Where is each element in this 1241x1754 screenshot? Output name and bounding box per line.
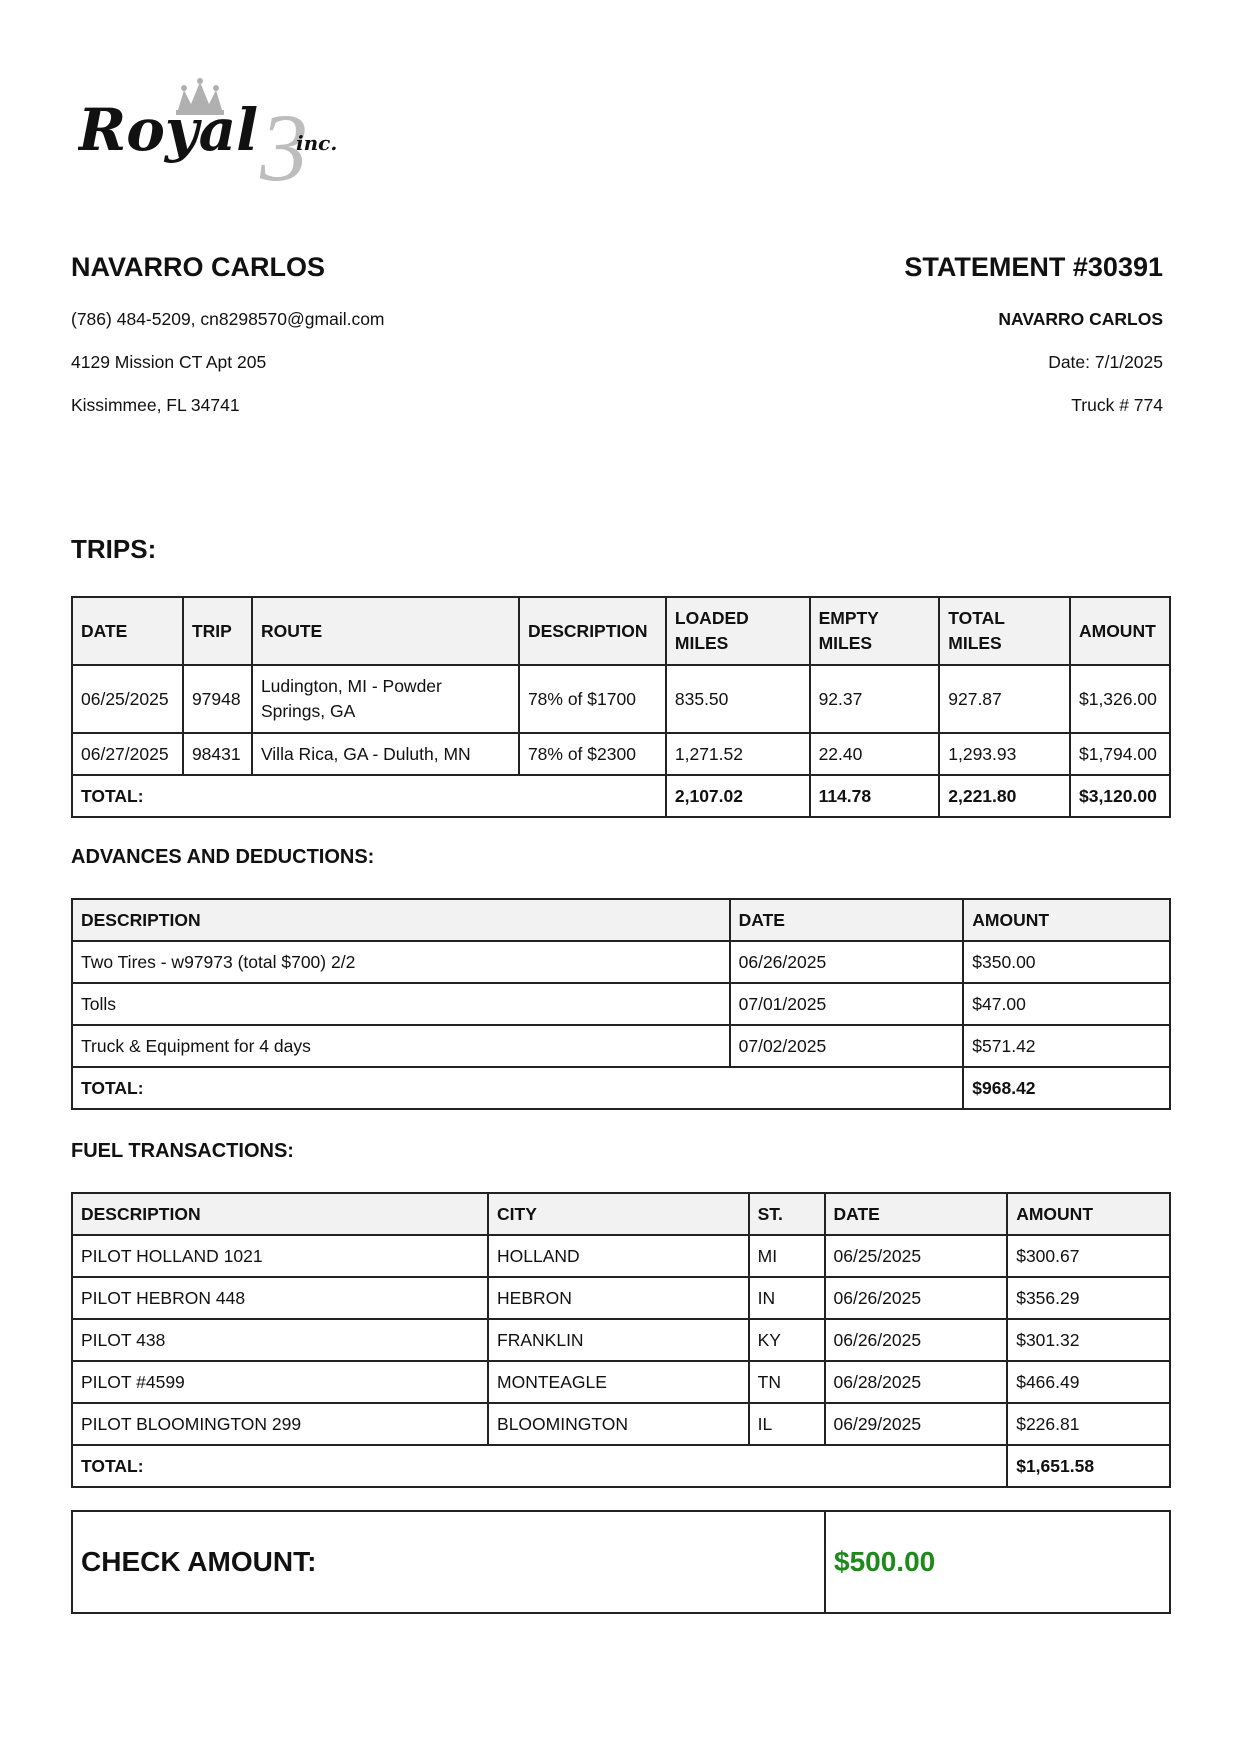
trip-total-miles: 927.87 <box>939 665 1070 733</box>
trip-empty-miles: 22.40 <box>810 733 940 775</box>
deduction-description: Truck & Equipment for 4 days <box>72 1025 730 1067</box>
deductions-section-title: ADVANCES AND DEDUCTIONS: <box>71 846 375 868</box>
fuel-date: 06/29/2025 <box>825 1403 1008 1445</box>
fuel-header-date: DATE <box>825 1193 1008 1235</box>
driver-name: NAVARRO CARLOS <box>71 252 325 282</box>
deduction-amount: $571.42 <box>963 1025 1170 1067</box>
fuel-date: 06/26/2025 <box>825 1319 1008 1361</box>
table-row <box>72 941 1170 983</box>
fuel-amount: $300.67 <box>1007 1235 1170 1277</box>
fuel-total-row <box>72 1445 1170 1487</box>
table-row <box>72 1403 1170 1445</box>
fuel-amount: $356.29 <box>1007 1277 1170 1319</box>
trips-header-loaded-miles: LOADED MILES <box>666 597 810 665</box>
deduction-date: 07/01/2025 <box>730 983 964 1025</box>
fuel-state: TN <box>749 1361 825 1403</box>
trip-route: Villa Rica, GA - Duluth, MN <box>252 733 519 775</box>
trips-total-label: TOTAL: <box>72 775 666 817</box>
deductions-total-amount: $968.42 <box>963 1067 1170 1109</box>
trips-header-empty-miles: EMPTY MILES <box>810 597 940 665</box>
fuel-state: IL <box>749 1403 825 1445</box>
fuel-header-description: DESCRIPTION <box>72 1193 488 1235</box>
driver-info <box>71 252 385 438</box>
fuel-amount: $226.81 <box>1007 1403 1170 1445</box>
svg-text:3: 3 <box>260 94 308 188</box>
check-amount-box <box>71 1510 1171 1614</box>
statement-name: NAVARRO CARLOS <box>998 309 1163 329</box>
trip-date: 06/25/2025 <box>72 665 183 733</box>
fuel-date: 06/25/2025 <box>825 1235 1008 1277</box>
trips-total-miles: 2,221.80 <box>939 775 1070 817</box>
deduction-amount: $47.00 <box>963 983 1170 1025</box>
fuel-city: HOLLAND <box>488 1235 749 1277</box>
trips-total-empty: 114.78 <box>810 775 940 817</box>
fuel-description: PILOT 438 <box>72 1319 488 1361</box>
table-row <box>72 983 1170 1025</box>
trip-number: 98431 <box>183 733 252 775</box>
table-row <box>72 665 1170 733</box>
deductions-header-amount: AMOUNT <box>963 899 1170 941</box>
driver-address-line2: Kissimmee, FL 34741 <box>71 395 240 415</box>
statement-date: Date: 7/1/2025 <box>1048 352 1163 372</box>
trips-header-trip: TRIP <box>183 597 252 665</box>
fuel-city: HEBRON <box>488 1277 749 1319</box>
trip-number: 97948 <box>183 665 252 733</box>
trip-description: 78% of $1700 <box>519 665 666 733</box>
trip-total-miles: 1,293.93 <box>939 733 1070 775</box>
fuel-amount: $301.32 <box>1007 1319 1170 1361</box>
deductions-header-row <box>72 899 1170 941</box>
table-row <box>72 1319 1170 1361</box>
deductions-header-date: DATE <box>730 899 964 941</box>
fuel-amount: $466.49 <box>1007 1361 1170 1403</box>
trips-section-title: TRIPS: <box>71 534 157 564</box>
royal3-logo-graphic <box>78 78 378 188</box>
trips-total-amount: $3,120.00 <box>1070 775 1170 817</box>
statement-truck: Truck # 774 <box>1071 395 1163 415</box>
statement-info <box>904 252 1163 438</box>
driver-address-line1: 4129 Mission CT Apt 205 <box>71 352 267 372</box>
trip-route: Ludington, MI - Powder Springs, GA <box>252 665 519 733</box>
table-row <box>72 1025 1170 1067</box>
fuel-header-state: ST. <box>749 1193 825 1235</box>
fuel-city: FRANKLIN <box>488 1319 749 1361</box>
deductions-total-label: TOTAL: <box>72 1067 963 1109</box>
trip-loaded-miles: 1,271.52 <box>666 733 810 775</box>
trips-table <box>71 596 1171 818</box>
company-logo <box>78 78 378 188</box>
fuel-header-amount: AMOUNT <box>1007 1193 1170 1235</box>
deduction-description: Tolls <box>72 983 730 1025</box>
fuel-total-label: TOTAL: <box>72 1445 1007 1487</box>
trips-header-description: DESCRIPTION <box>519 597 666 665</box>
fuel-city: BLOOMINGTON <box>488 1403 749 1445</box>
fuel-header-row <box>72 1193 1170 1235</box>
trip-description: 78% of $2300 <box>519 733 666 775</box>
fuel-section-title: FUEL TRANSACTIONS: <box>71 1140 294 1162</box>
check-amount-label: CHECK AMOUNT: <box>72 1511 825 1613</box>
trips-header-date: DATE <box>72 597 183 665</box>
fuel-description: PILOT HOLLAND 1021 <box>72 1235 488 1277</box>
svg-text:Royal: Royal <box>78 96 259 164</box>
trips-header-total-miles: TOTAL MILES <box>939 597 1070 665</box>
trip-date: 06/27/2025 <box>72 733 183 775</box>
trips-header-route: ROUTE <box>252 597 519 665</box>
fuel-state: IN <box>749 1277 825 1319</box>
deductions-header-description: DESCRIPTION <box>72 899 730 941</box>
table-row <box>72 1235 1170 1277</box>
check-amount-row <box>72 1511 1170 1613</box>
fuel-state: MI <box>749 1235 825 1277</box>
trip-amount: $1,794.00 <box>1070 733 1170 775</box>
deduction-description: Two Tires - w97973 (total $700) 2/2 <box>72 941 730 983</box>
trips-header-row <box>72 597 1170 665</box>
svg-text:inc.: inc. <box>296 131 338 155</box>
table-row <box>72 1361 1170 1403</box>
driver-contact: (786) 484-5209, cn8298570@gmail.com <box>71 309 385 329</box>
table-row <box>72 1277 1170 1319</box>
fuel-description: PILOT #4599 <box>72 1361 488 1403</box>
fuel-state: KY <box>749 1319 825 1361</box>
table-row <box>72 733 1170 775</box>
deduction-date: 06/26/2025 <box>730 941 964 983</box>
fuel-header-city: CITY <box>488 1193 749 1235</box>
fuel-date: 06/26/2025 <box>825 1277 1008 1319</box>
fuel-city: MONTEAGLE <box>488 1361 749 1403</box>
trip-amount: $1,326.00 <box>1070 665 1170 733</box>
trip-empty-miles: 92.37 <box>810 665 940 733</box>
trip-loaded-miles: 835.50 <box>666 665 810 733</box>
check-amount-value: $500.00 <box>825 1511 1170 1613</box>
fuel-description: PILOT BLOOMINGTON 299 <box>72 1403 488 1445</box>
statement-title: STATEMENT #30391 <box>904 252 1163 282</box>
trips-header-amount: AMOUNT <box>1070 597 1170 665</box>
fuel-description: PILOT HEBRON 448 <box>72 1277 488 1319</box>
fuel-table <box>71 1192 1171 1488</box>
fuel-total-amount: $1,651.58 <box>1007 1445 1170 1487</box>
fuel-date: 06/28/2025 <box>825 1361 1008 1403</box>
trips-total-row <box>72 775 1170 817</box>
deductions-total-row <box>72 1067 1170 1109</box>
trips-total-loaded: 2,107.02 <box>666 775 810 817</box>
deduction-date: 07/02/2025 <box>730 1025 964 1067</box>
deductions-table <box>71 898 1171 1110</box>
deduction-amount: $350.00 <box>963 941 1170 983</box>
